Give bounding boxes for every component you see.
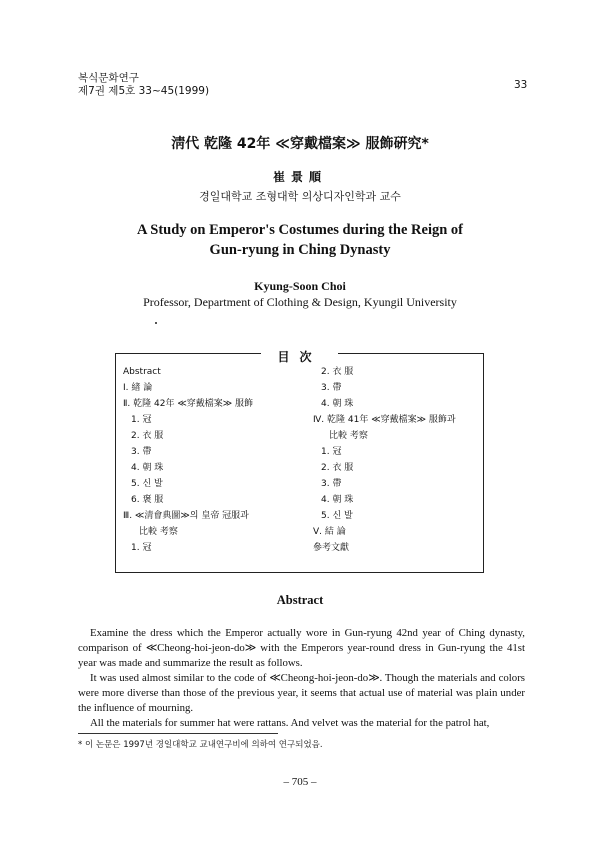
table-of-contents <box>115 350 484 573</box>
journal-name: 복식문화연구 <box>78 72 139 84</box>
header-page-number: 33 <box>514 79 528 91</box>
author-korean: 崔景順 <box>272 170 327 184</box>
toc-item: 4. 朝 珠 <box>131 463 164 473</box>
toc-item: 2. 衣 服 <box>321 463 354 473</box>
toc-item: Ⅱ. 乾隆 42年 ≪穿戴檔案≫ 服飾 <box>123 399 254 409</box>
toc-item: 4. 朝 珠 <box>321 399 354 409</box>
toc-item: 1. 冠 <box>131 415 152 425</box>
author-english: Kyung-Soon Choi <box>254 279 346 293</box>
toc-column-left <box>123 364 253 556</box>
toc-item: 參考文獻 <box>313 543 350 553</box>
title-english-line-1: A Study on Emperor's Costumes during the Reign of <box>136 222 464 238</box>
toc-item: Ⅲ. ≪淸會典圖≫의 皇帝 冠服과 <box>123 511 249 521</box>
toc-item: 1. 冠 <box>321 447 342 457</box>
toc-item: 5. 신 발 <box>131 479 163 489</box>
abstract-paragraph-2: It was used almost similar to the code of ≪Cheong-hoi-jeon-do≫. Though the materials and colors were more diverse than those of the previous year, it seems that actual use of material was plain under the influence of mourning. <box>78 672 525 714</box>
toc-item: 比較 考察 <box>329 431 368 441</box>
abstract-paragraph-3: All the materials for summer hat were rattans. And velvet was the material for the patrol hat, <box>90 717 490 729</box>
title-english-line-2: Gun-ryung in Ching Dynasty <box>209 242 391 258</box>
toc-item: 5. 신 발 <box>321 511 353 521</box>
footnote: * 이 논문은 1997년 경일대학교 교내연구비에 의하여 연구되었음. <box>78 740 323 750</box>
toc-item: 3. 帶 <box>321 479 342 489</box>
affiliation-korean: 경일대학교 조형대학 의상디자인학과 교수 <box>199 190 401 203</box>
toc-item: 2. 衣 服 <box>131 431 164 441</box>
abstract-body <box>78 626 525 731</box>
journal-volume: 제7권 제5호 33~45(1999) <box>78 85 210 97</box>
toc-item: 4. 朝 珠 <box>321 495 354 505</box>
toc-item: 3. 帶 <box>131 447 152 457</box>
toc-column-right <box>313 364 456 556</box>
toc-label: 目次 <box>261 350 337 364</box>
toc-item: 6. 褒 服 <box>131 495 164 505</box>
footnote-rule <box>78 733 278 734</box>
abstract-heading: Abstract <box>276 593 324 607</box>
stray-dot <box>155 322 157 324</box>
toc-item: Ⅴ. 結 論 <box>313 527 346 537</box>
toc-item: Ⅰ. 緖 論 <box>123 383 153 393</box>
toc-item: Abstract <box>123 367 161 377</box>
toc-item: 1. 冠 <box>131 543 152 553</box>
toc-item: 2. 衣 服 <box>321 367 354 377</box>
toc-item: Ⅳ. 乾隆 41年 ≪穿戴檔案≫ 服飾과 <box>313 415 456 425</box>
abstract-paragraph-1: Examine the dress which the Emperor actually wore in Gun-ryung 42nd year of Ching dynasty, comparison of ≪Cheong-hoi-jeon-do≫ with the Emperors year-round dress in Gun-ryung the 41st year was made and summarize the result as follows. <box>78 627 525 669</box>
affiliation-english: Professor, Department of Clothing & Design, Kyungil University <box>143 295 457 309</box>
title-korean: 淸代 乾隆 42年 ≪穿戴檔案≫ 服飾硏究* <box>171 136 429 152</box>
toc-item: 3. 帶 <box>321 383 342 393</box>
toc-item: 比較 考察 <box>139 527 178 537</box>
page-number: – 705 – <box>283 776 317 788</box>
